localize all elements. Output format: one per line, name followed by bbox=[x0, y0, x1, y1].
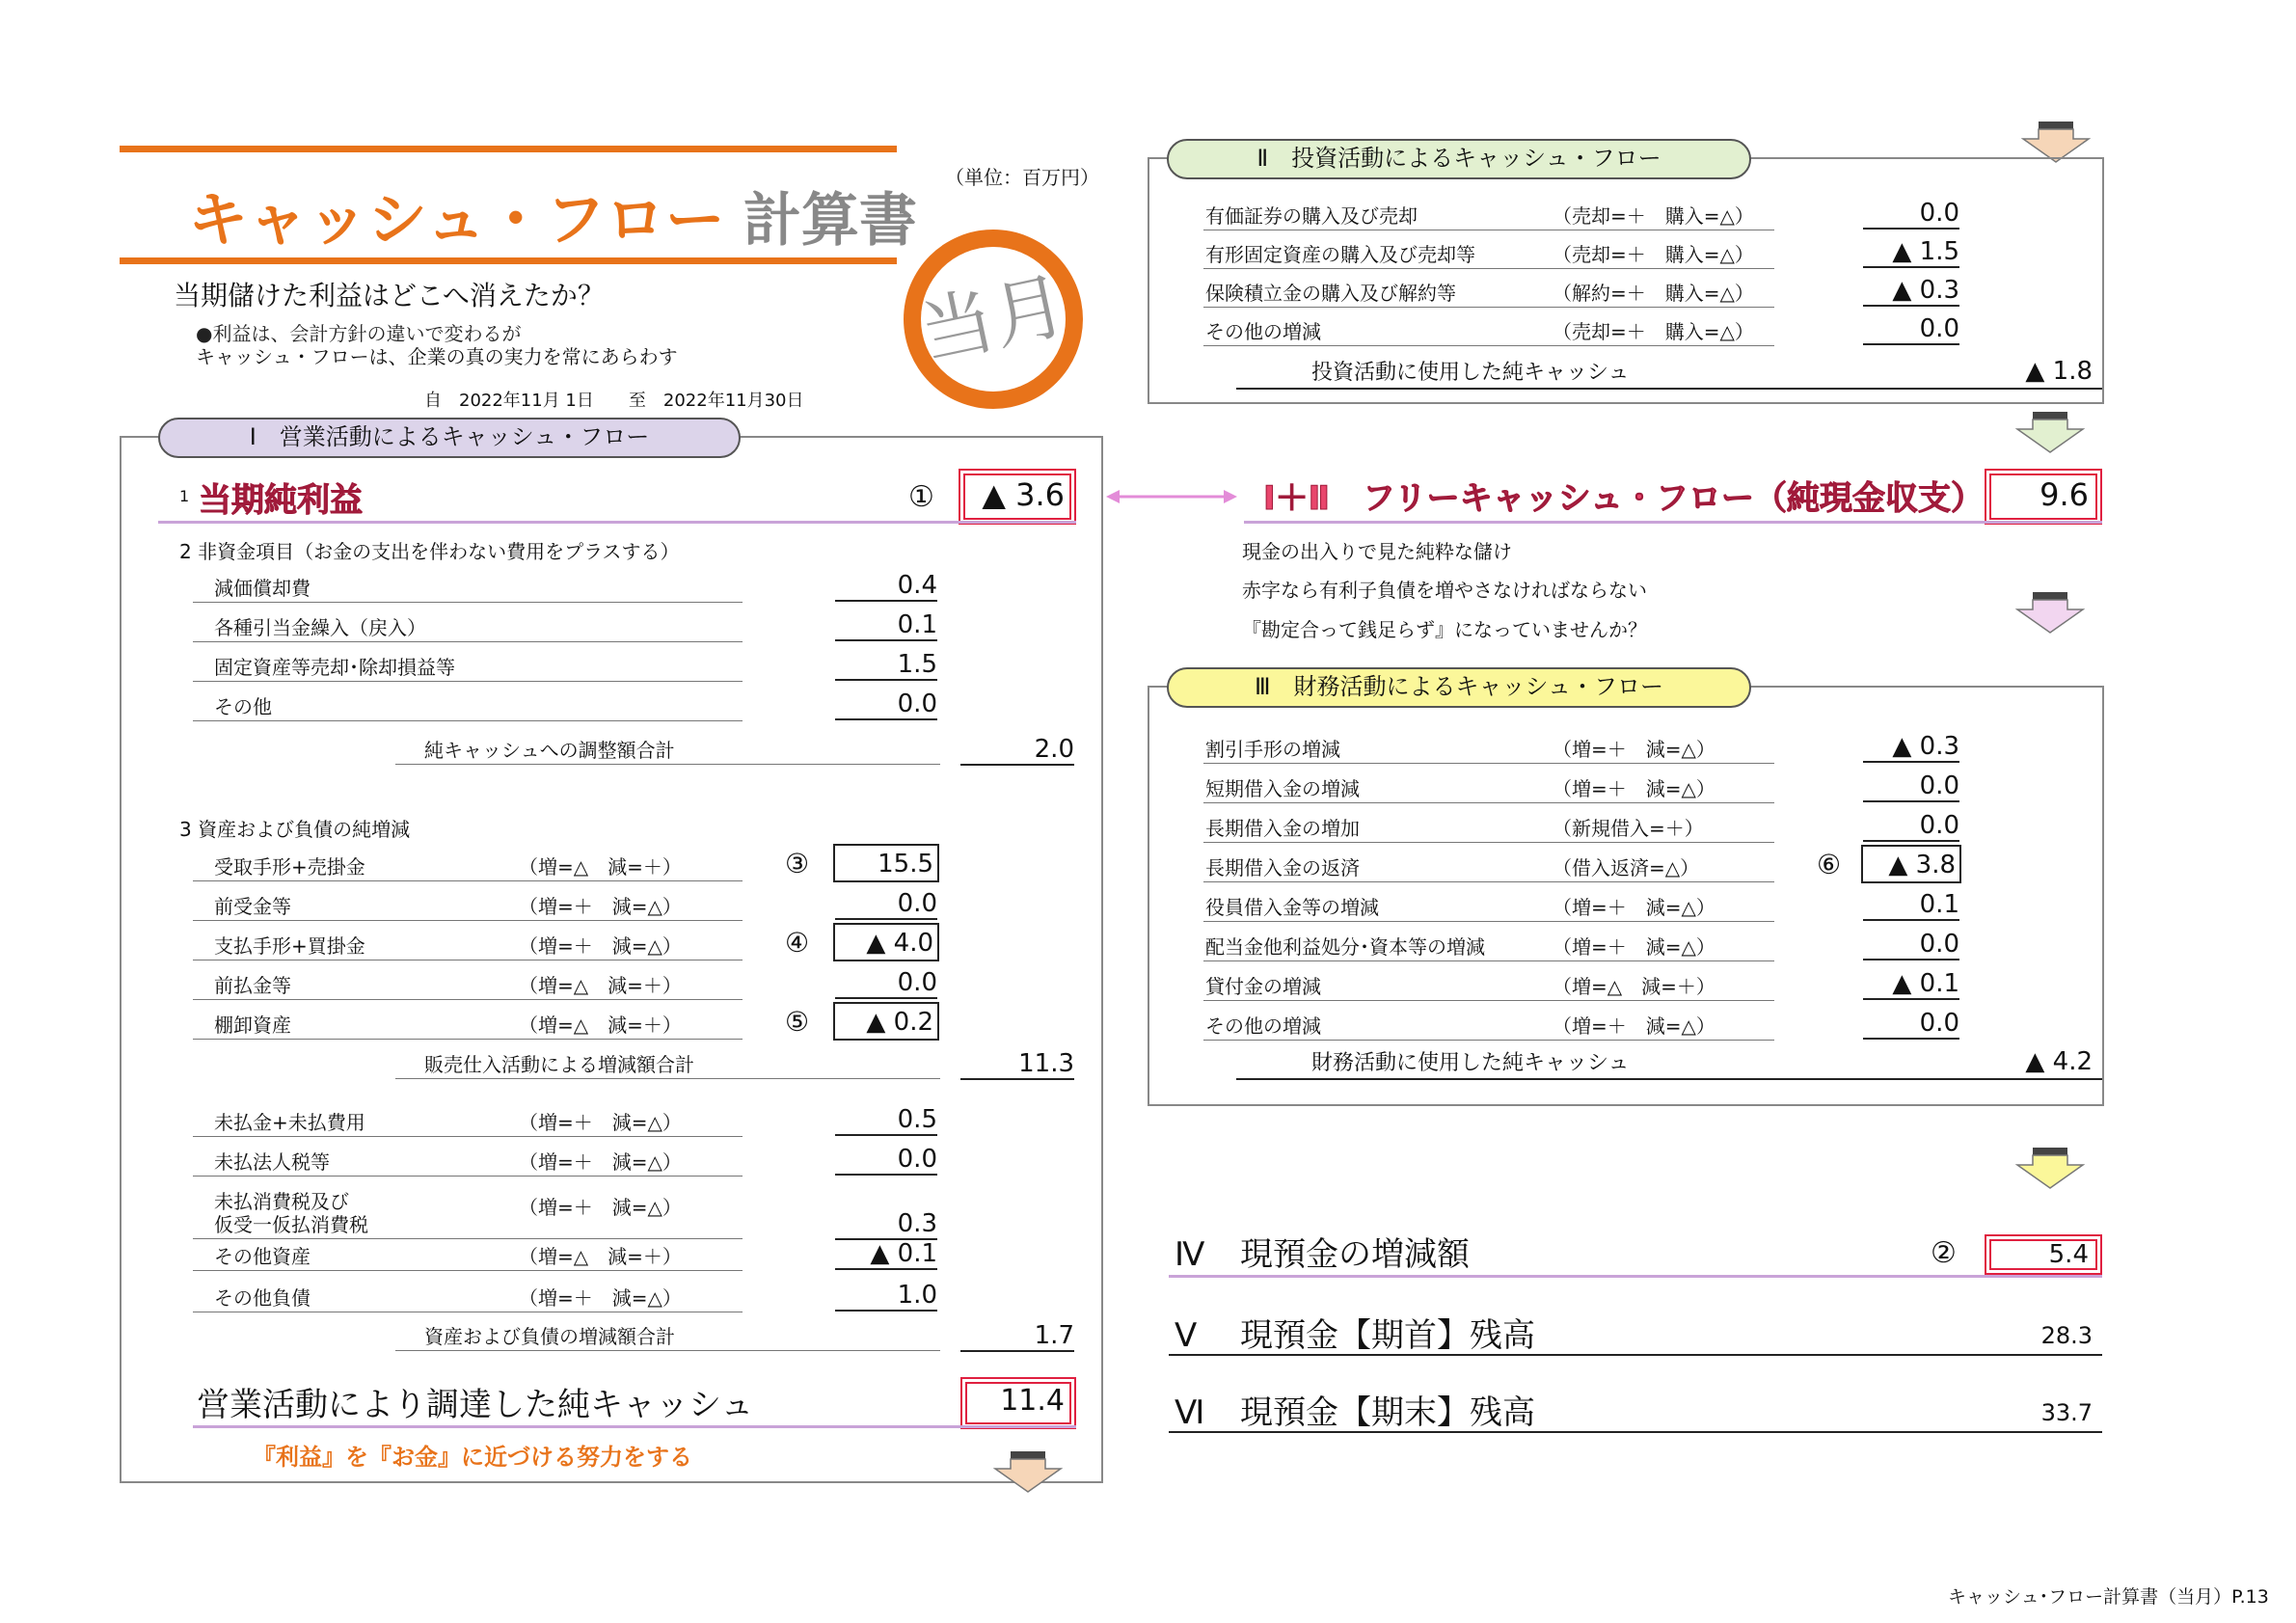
noncash-item-label: 減価償却費 bbox=[214, 577, 311, 600]
investing-item-label: 有価証券の購入及び売却 bbox=[1205, 204, 1418, 228]
financing-item-label: その他の増減 bbox=[1205, 1014, 1321, 1038]
cash-change-label: 現預金の増減額 bbox=[1240, 1235, 1470, 1274]
assets-total-label: 資産および負債の増減額合計 bbox=[424, 1325, 675, 1348]
down-arrow-icon bbox=[2015, 412, 2085, 454]
cash-change-rule bbox=[1169, 1275, 2102, 1278]
financing-item-label: 長期借入金の増加 bbox=[1205, 817, 1360, 840]
cash-end-no: Ⅵ bbox=[1175, 1393, 1205, 1432]
sales-item-value: 15.5 bbox=[833, 844, 939, 882]
free-cf-line-1: 現金の出入りで見た純粋な儲け bbox=[1242, 540, 1512, 563]
other-item-label: その他負債 bbox=[214, 1286, 311, 1310]
other-item-rule: （増=＋ 減=△） bbox=[519, 1286, 682, 1310]
sales-item-line bbox=[193, 920, 743, 921]
operating-net-label: 営業活動により調達した純キャッシュ bbox=[197, 1386, 754, 1424]
investing-item-label: その他の増減 bbox=[1205, 320, 1321, 343]
financing-item-line bbox=[1203, 763, 1774, 764]
investing-item-label: 保険積立金の購入及び解約等 bbox=[1205, 282, 1456, 305]
free-cf-value: 9.6 bbox=[1985, 469, 2102, 525]
assets-total-rule bbox=[395, 1350, 940, 1351]
financing-item-value: ▲ 3.8 bbox=[1861, 845, 1961, 883]
financing-item-value: ▲ 0.3 bbox=[1863, 732, 1959, 763]
cash-end-value: 33.7 bbox=[2040, 1399, 2093, 1426]
investing-item-line bbox=[1203, 307, 1774, 308]
sales-item-value: ▲ 0.2 bbox=[833, 1002, 939, 1041]
financing-total-value: ▲ 4.2 bbox=[2025, 1047, 2093, 1076]
investing-item-rule: （解約=＋ 購入=△） bbox=[1553, 282, 1754, 305]
other-item-label: その他資産 bbox=[214, 1245, 311, 1268]
noncash-total-value: 2.0 bbox=[960, 735, 1074, 766]
down-arrow-icon bbox=[993, 1451, 1063, 1494]
noncash-item-rule bbox=[193, 641, 743, 642]
noncash-item-value: 1.5 bbox=[835, 650, 937, 681]
financing-item-rule: （増=＋ 減=△） bbox=[1553, 935, 1715, 959]
header-top-rule bbox=[120, 146, 897, 152]
financing-item-line bbox=[1203, 1040, 1774, 1041]
sales-item-rule: （増=＋ 減=△） bbox=[519, 934, 682, 958]
cash-end-label: 現預金【期末】残高 bbox=[1240, 1393, 1535, 1432]
net-income-label: 当期純利益 bbox=[199, 481, 363, 520]
investing-total-value: ▲ 1.8 bbox=[2025, 357, 2093, 386]
investing-item-rule: （売却=＋ 購入=△） bbox=[1553, 243, 1754, 266]
net-income-no: 1 bbox=[179, 487, 190, 505]
down-arrow-icon bbox=[2015, 592, 2085, 635]
financing-item-rule: （増=＋ 減=△） bbox=[1553, 777, 1715, 800]
investing-item-value: ▲ 1.5 bbox=[1863, 237, 1959, 268]
financing-item-rule: （増=△ 減=＋） bbox=[1553, 975, 1715, 998]
sales-item-rule: （増=△ 減=＋） bbox=[519, 1014, 682, 1037]
financing-item-value: 0.0 bbox=[1863, 771, 1959, 802]
financing-total-label: 財務活動に使用した純キャッシュ bbox=[1311, 1051, 1630, 1075]
financing-item-line bbox=[1203, 1000, 1774, 1001]
assets-header: 3 資産および負債の純増減 bbox=[179, 818, 411, 841]
sales-item-mark: ③ bbox=[785, 848, 810, 879]
header-note-1 bbox=[196, 322, 521, 345]
double-arrow-icon bbox=[1104, 482, 1239, 511]
other-item-label: 未払消費税及び bbox=[214, 1190, 349, 1213]
investing-total-rule bbox=[1236, 388, 2102, 390]
financing-item-label: 短期借入金の増減 bbox=[1205, 777, 1360, 800]
sales-total-label: 販売仕入活動による増減額合計 bbox=[424, 1053, 694, 1076]
sales-item-mark: ④ bbox=[785, 927, 810, 959]
sales-item-mark: ⑤ bbox=[785, 1006, 810, 1038]
title-sub: 計算書 bbox=[743, 187, 917, 255]
other-item-value: ▲ 0.1 bbox=[835, 1239, 937, 1270]
sales-item-line bbox=[193, 1039, 743, 1040]
sales-item-rule: （増=△ 減=＋） bbox=[519, 974, 682, 997]
financing-item-label: 長期借入金の返済 bbox=[1205, 856, 1360, 879]
noncash-item-label: その他 bbox=[214, 695, 272, 718]
noncash-item-value: 0.0 bbox=[835, 690, 937, 720]
sales-item-label: 支払手形+買掛金 bbox=[214, 934, 365, 958]
sales-item-value: 0.0 bbox=[835, 889, 937, 920]
sales-item-line bbox=[193, 999, 743, 1000]
sales-total-value: 11.3 bbox=[960, 1049, 1074, 1080]
down-arrow-icon bbox=[2015, 1148, 2085, 1190]
other-item-label-2: 仮受一仮払消費税 bbox=[214, 1213, 368, 1236]
sales-item-label: 前受金等 bbox=[214, 895, 291, 918]
financing-item-label: 貸付金の増減 bbox=[1205, 975, 1321, 998]
noncash-header: 2 非資金項目（お金の支出を伴わない費用をプラスする） bbox=[179, 540, 680, 563]
stamp-text: 当月 bbox=[912, 261, 1074, 376]
free-cf-line-2: 赤字なら有利子負債を増やさなければならない bbox=[1242, 579, 1647, 602]
operating-net-value: 11.4 bbox=[960, 1377, 1076, 1429]
sales-item-label: 前払金等 bbox=[214, 974, 291, 997]
net-income-value: ▲ 3.6 bbox=[959, 469, 1076, 525]
free-cf-rule bbox=[1244, 521, 2102, 524]
period-label: 自 2022年11月 1日 至 2022年11月30日 bbox=[424, 391, 804, 411]
financing-item-rule: （新規借入=＋） bbox=[1553, 817, 1704, 840]
noncash-item-label: 固定資産等売却･除却損益等 bbox=[214, 656, 455, 679]
noncash-item-rule bbox=[193, 602, 743, 603]
noncash-item-rule bbox=[193, 720, 743, 721]
other-item-value: 0.0 bbox=[835, 1145, 937, 1176]
investing-item-value: 0.0 bbox=[1863, 199, 1959, 230]
investing-item-rule: （売却=＋ 購入=△） bbox=[1553, 320, 1754, 343]
operating-title: Ⅰ 営業活動によるキャッシュ・フロー bbox=[158, 418, 741, 458]
other-item-value: 1.0 bbox=[835, 1281, 937, 1312]
financing-item-value: 0.0 bbox=[1863, 930, 1959, 960]
investing-item-value: 0.0 bbox=[1863, 314, 1959, 345]
sales-item-label: 受取手形+売掛金 bbox=[214, 855, 365, 879]
free-cf-title: Ⅰ＋Ⅱ フリーキャッシュ・フロー（純現金収支） bbox=[1263, 479, 1985, 518]
financing-item-value: 0.0 bbox=[1863, 811, 1959, 842]
sales-total-rule bbox=[395, 1078, 940, 1079]
financing-item-mark: ⑥ bbox=[1817, 849, 1842, 880]
title-main: キャッシュ・フロー bbox=[188, 184, 725, 255]
net-income-mark: ① bbox=[908, 480, 934, 514]
noncash-item-value: 0.4 bbox=[835, 571, 937, 602]
other-item-rule: （増=△ 減=＋） bbox=[519, 1245, 682, 1268]
noncash-item-value: 0.1 bbox=[835, 610, 937, 641]
financing-item-line bbox=[1203, 802, 1774, 803]
financing-item-rule: （借入返済=△） bbox=[1553, 856, 1700, 879]
header-bottom-rule bbox=[120, 257, 897, 264]
free-cf-line-3: 『勘定合って銭足らず』になっていませんか？ bbox=[1242, 618, 1647, 641]
cash-begin-rule bbox=[1169, 1354, 2102, 1356]
other-item-label: 未払法人税等 bbox=[214, 1150, 330, 1174]
financing-item-line bbox=[1203, 921, 1774, 922]
header-question: 当期儲けた利益はどこへ消えたか？ bbox=[174, 280, 605, 311]
cash-change-mark: ② bbox=[1931, 1236, 1957, 1270]
investing-item-value: ▲ 0.3 bbox=[1863, 276, 1959, 307]
month-stamp bbox=[904, 230, 1083, 409]
financing-item-value: 0.1 bbox=[1863, 890, 1959, 921]
net-income-rule bbox=[158, 521, 1076, 524]
financing-item-value: ▲ 0.1 bbox=[1863, 969, 1959, 1000]
sales-item-value: 0.0 bbox=[835, 968, 937, 999]
noncash-item-label: 各種引当金繰入（戻入） bbox=[214, 616, 426, 639]
investing-title: Ⅱ 投資活動によるキャッシュ・フロー bbox=[1167, 139, 1751, 179]
financing-item-label: 役員借入金等の増減 bbox=[1205, 896, 1379, 919]
sales-item-line bbox=[193, 880, 743, 881]
financing-title: Ⅲ 財務活動によるキャッシュ・フロー bbox=[1167, 667, 1751, 708]
other-item-rule: （増=＋ 減=△） bbox=[519, 1111, 682, 1134]
financing-item-rule: （増=＋ 減=△） bbox=[1553, 1014, 1715, 1038]
page-title bbox=[188, 172, 917, 257]
other-item-line bbox=[193, 1176, 743, 1177]
header-note-2: キャッシュ・フローは、企業の真の実力を常にあらわす bbox=[196, 345, 678, 368]
unit-label: （単位：百万円） bbox=[945, 166, 1099, 189]
investing-item-line bbox=[1203, 268, 1774, 269]
other-item-rule: （増=＋ 減=△） bbox=[519, 1150, 682, 1174]
financing-item-label: 割引手形の増減 bbox=[1205, 738, 1340, 761]
investing-item-line bbox=[1203, 345, 1774, 346]
financing-item-rule: （増=＋ 減=△） bbox=[1553, 896, 1715, 919]
financing-total-rule bbox=[1236, 1078, 2102, 1080]
assets-total-value: 1.7 bbox=[960, 1321, 1074, 1352]
other-item-value: 0.5 bbox=[835, 1105, 937, 1136]
noncash-total-label: 純キャッシュへの調整額合計 bbox=[424, 739, 675, 762]
investing-item-label: 有形固定資産の購入及び売却等 bbox=[1205, 243, 1475, 266]
operating-slogan: 『利益』を『お金』に近づける努力をする bbox=[253, 1444, 692, 1471]
other-item-line bbox=[193, 1136, 743, 1137]
noncash-total-rule bbox=[395, 764, 940, 765]
other-item-line bbox=[193, 1270, 743, 1271]
cash-change-value: 5.4 bbox=[1985, 1234, 2102, 1275]
sales-item-value: ▲ 4.0 bbox=[833, 923, 939, 961]
other-item-line bbox=[193, 1238, 743, 1239]
financing-item-label: 配当金他利益処分･資本等の増減 bbox=[1205, 935, 1485, 959]
noncash-item-rule bbox=[193, 681, 743, 682]
header-note-1-text: ●利益は、会計方針の違いで変わるが bbox=[196, 322, 522, 345]
other-item-rule: （増=＋ 減=△） bbox=[519, 1196, 682, 1219]
other-item-value: 0.3 bbox=[835, 1209, 937, 1240]
sales-item-label: 棚卸資産 bbox=[214, 1014, 291, 1037]
page-footer: キャッシュ･フロー計算書（当月）P.13 bbox=[1948, 1586, 2269, 1608]
investing-item-rule: （売却=＋ 購入=△） bbox=[1553, 204, 1754, 228]
financing-item-line bbox=[1203, 960, 1774, 961]
investing-total-label: 投資活動に使用した純キャッシュ bbox=[1311, 361, 1630, 385]
sales-item-rule: （増=＋ 減=△） bbox=[519, 895, 682, 918]
financing-item-rule: （増=＋ 減=△） bbox=[1553, 738, 1715, 761]
financing-item-line bbox=[1203, 881, 1774, 882]
cash-begin-value: 28.3 bbox=[2040, 1322, 2093, 1349]
cash-change-no: Ⅳ bbox=[1175, 1235, 1205, 1274]
sales-item-rule: （増=△ 減=＋） bbox=[519, 855, 682, 879]
financing-item-line bbox=[1203, 842, 1774, 843]
cash-end-rule bbox=[1169, 1431, 2102, 1433]
cash-begin-label: 現預金【期首】残高 bbox=[1240, 1316, 1535, 1355]
other-item-label: 未払金+未払費用 bbox=[214, 1111, 365, 1134]
operating-net-rule bbox=[193, 1425, 1076, 1428]
cash-begin-no: Ⅴ bbox=[1175, 1316, 1198, 1355]
financing-item-value: 0.0 bbox=[1863, 1009, 1959, 1040]
